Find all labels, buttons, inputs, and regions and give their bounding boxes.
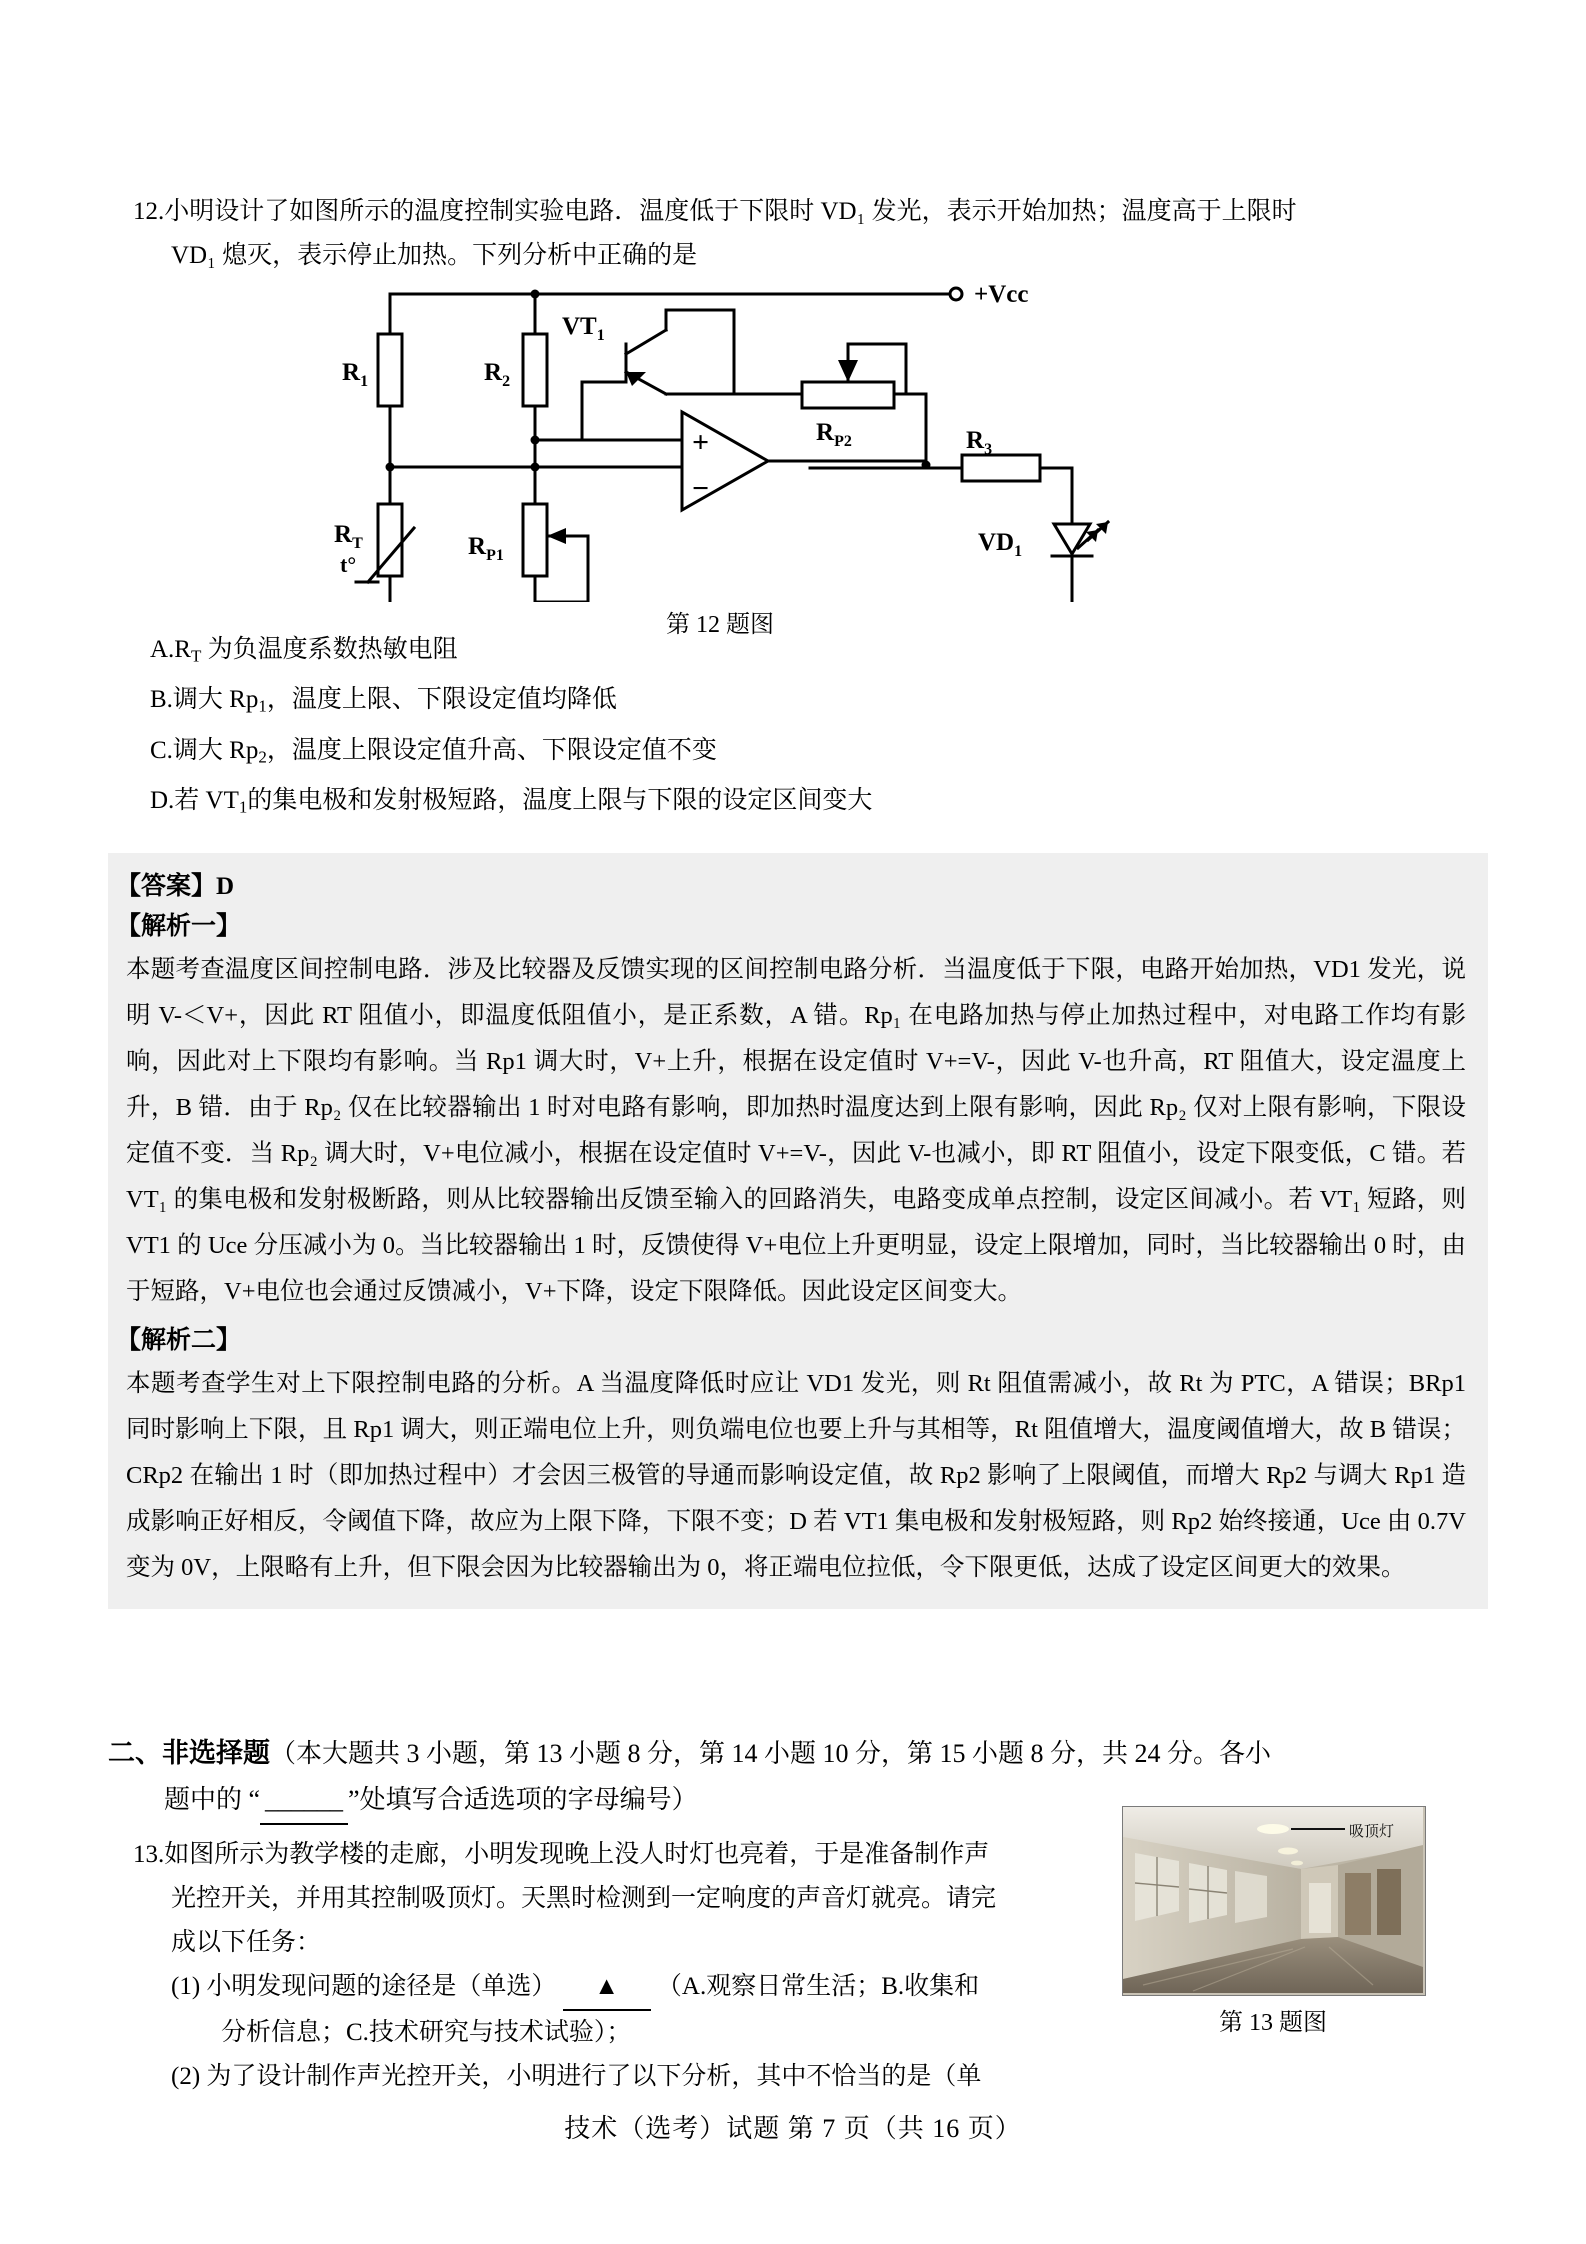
label-opamp-minus: − xyxy=(692,472,710,505)
figure-12-caption: 第 12 题图 xyxy=(666,612,774,638)
option-d-rest: 的集电极和发射极短路，温度上限与下限的设定区间变大 xyxy=(247,786,873,814)
option-a-rest: 为负温度系数热敏电阻 xyxy=(201,636,458,663)
item-1-answer-blank[interactable]: ▲ xyxy=(563,1965,651,2011)
option-d[interactable] xyxy=(150,779,1450,829)
question-13-line-1: 13.如图所示为教学楼的走廊，小明发现晚上没人时灯也亮着，于是准备制作声 xyxy=(133,1841,990,1868)
option-a-prefix: A.R xyxy=(150,636,191,663)
section-2-number: 二、 xyxy=(108,1738,162,1768)
question-13-photo xyxy=(1122,1806,1426,1996)
explanation-1-body: 本题考查温度区间控制电路．涉及比较器及反馈实现的区间控制电路分析．当温度低于下限，电路开始加热，VD1 发光，说明 V-＜V+，因此 RT 阻值小，即温度低阻值小，是正系数，A 错。Rp₁ 在电路加热与停止加热过程中，对电路工作均有影响，因此对上下限均有影响。当 Rp1 调大时，V+上升，根据在设定值时 V+=V-，因此 V-也升高，RT 阻值大，设定温度上升，B 错．由于 Rp₂ 仅在比较器输出 1 时对电路有影响，即加热时温度达到上限有影响，因此 Rp₂ 仅对上限有影响，下限设定值不变．当 Rp₂ 调大时，V+电位减小，根据在设定值时 V+=V-，因此 V-也减小，即 RT 阻值小，设定下限变低，C 错。若 VT₁ 的集电极和发射极断路，则从比较器输出反馈至输入的回路消失，电路变成单点控制，设定区间减小。若 VT₁ 短路，则 VT1 的 Uce 分压减小为 0。当比较器输出 1 时，反馈使得 V+电位上升更明显，设定上限增加，同时，当比较器输出 0 时，由于短路，V+电位也会通过反馈减小，V+下降，设定下限降低。因此设定区间变大。 xyxy=(126,956,1466,1305)
question-13 xyxy=(133,1833,1133,2099)
question-12-options xyxy=(150,628,1450,829)
option-d-sub: 1 xyxy=(238,797,248,816)
option-c-sub: 2 xyxy=(258,746,267,766)
stem-text-2: VD₁ 熄灭，表示停止加热。下列分析中正确的是 xyxy=(171,242,698,269)
explanation-1-tag: 【解析一】 xyxy=(116,913,242,940)
question-13-line-3: 成以下任务： xyxy=(171,1929,322,1956)
section-2-blank[interactable]: ______ xyxy=(260,1777,348,1825)
option-a[interactable] xyxy=(150,628,1450,678)
question-13-item-1-cont: 分析信息；C.技术研究与技术试验）； xyxy=(221,2019,632,2046)
label-rt-degree: t° xyxy=(340,552,357,577)
question-12-stem-line-1 xyxy=(133,190,1463,234)
section-2-desc-2-rest: ”处填写合适选项的字母编号） xyxy=(348,1785,698,1814)
section-2-desc-1: （本大题共 3 小题，第 13 小题 8 分，第 14 小题 10 分，第 15 小题 8 分，共 24 分。各小 xyxy=(270,1739,1272,1768)
answer-tag: 【答案】D xyxy=(116,873,235,900)
option-a-sub: T xyxy=(190,646,202,666)
stem-text-1: 12.小明设计了如图所示的温度控制实验电路．温度低于下限时 VD₁ 发光，表示开始加热；温度高于上限时 xyxy=(133,198,1297,225)
explanation-2-body: 本题考查学生对上下限控制电路的分析。A 当温度降低时应让 VD1 发光，则 Rt 阻值需减小，故 Rt 为 PTC，A 错误；BRp1 同时影响上下限，且 Rp1 调大，则正端电位上升，则负端电位也要上升与其相等，Rt 阻值增大，温度阈值增大，故 B 错误；CRp2 在输出 1 时（即加热过程中）才会因三极管的导通而影响设定值，故 Rp2 影响了上限阈值，而增大 Rp2 与调大 Rp1 造成影响正好相反，令阈值下降，故应为上限下降，下限不变；D 若 VT1 集电极和发射极短路，则 Rp2 始终接通，Uce 由 0.7V 变为 0V，上限略有上升，但下限会因为比较器输出为 0，将正端电位拉低，令下限更低，达成了设定区间更大的效果。 xyxy=(126,1370,1466,1581)
section-2-desc-2: 题中的 “ xyxy=(164,1785,261,1814)
item-1-post: （A.观察日常生活；B.收集和 xyxy=(656,1973,980,2000)
corridor-photo-illustration xyxy=(1123,1807,1423,1993)
label-vcc: +Vcc xyxy=(974,281,1029,308)
question-13-item-1 xyxy=(171,1965,1133,2011)
question-12-stem xyxy=(133,190,1463,278)
option-c-rest: ，温度上限设定值升高、下限设定值不变 xyxy=(266,736,717,764)
label-rp2: $R_{P2}$ xyxy=(816,419,852,450)
label-r3: $R_3$ xyxy=(966,427,993,458)
option-c-prefix: C.调大 Rp xyxy=(150,736,259,764)
label-rp1: $R_{P1}$ xyxy=(468,533,504,564)
option-b-prefix: B.调大 Rp xyxy=(150,686,259,714)
option-b[interactable] xyxy=(150,678,1450,728)
option-b-sub: 1 xyxy=(258,696,267,716)
circuit-diagram-figure xyxy=(330,272,1110,638)
option-b-rest: ，温度上限、下限设定值均降低 xyxy=(266,686,617,714)
item-1-prefix: (1) 小明发现问题的途径是（单选） xyxy=(171,1973,557,2000)
label-vt1: $VT_1$ xyxy=(562,313,605,344)
label-vd1: $VD_1$ xyxy=(978,529,1023,560)
explanation-2-tag: 【解析二】 xyxy=(116,1327,242,1354)
section-2-line-1 xyxy=(108,1730,1468,1777)
option-c[interactable] xyxy=(150,729,1450,779)
label-rt: $R_T$ xyxy=(334,521,363,552)
photo-label-text: 吸顶灯 xyxy=(1349,1823,1395,1840)
option-d-prefix: D.若 VT xyxy=(150,786,239,814)
question-13-line-2: 光控开关，并用其控制吸顶灯。天黑时检测到一定响度的声音灯就亮。请完 xyxy=(171,1885,997,1912)
circuit-schematic xyxy=(330,272,1110,602)
figure-13-caption: 第 13 题图 xyxy=(1219,2010,1327,2036)
answer-analysis-block xyxy=(108,853,1488,1609)
label-r1: $R_1$ xyxy=(342,359,369,390)
label-r2: $R_2$ xyxy=(484,359,511,390)
page-footer: 技术（选考）试题 第 7 页（共 16 页） xyxy=(564,2114,1022,2143)
question-13-item-2: (2) 为了设计制作声光控开关，小明进行了以下分析，其中不恰当的是（单 xyxy=(171,2063,982,2090)
label-opamp-plus: + xyxy=(692,426,710,459)
section-2-title: 非选择题 xyxy=(162,1738,270,1768)
